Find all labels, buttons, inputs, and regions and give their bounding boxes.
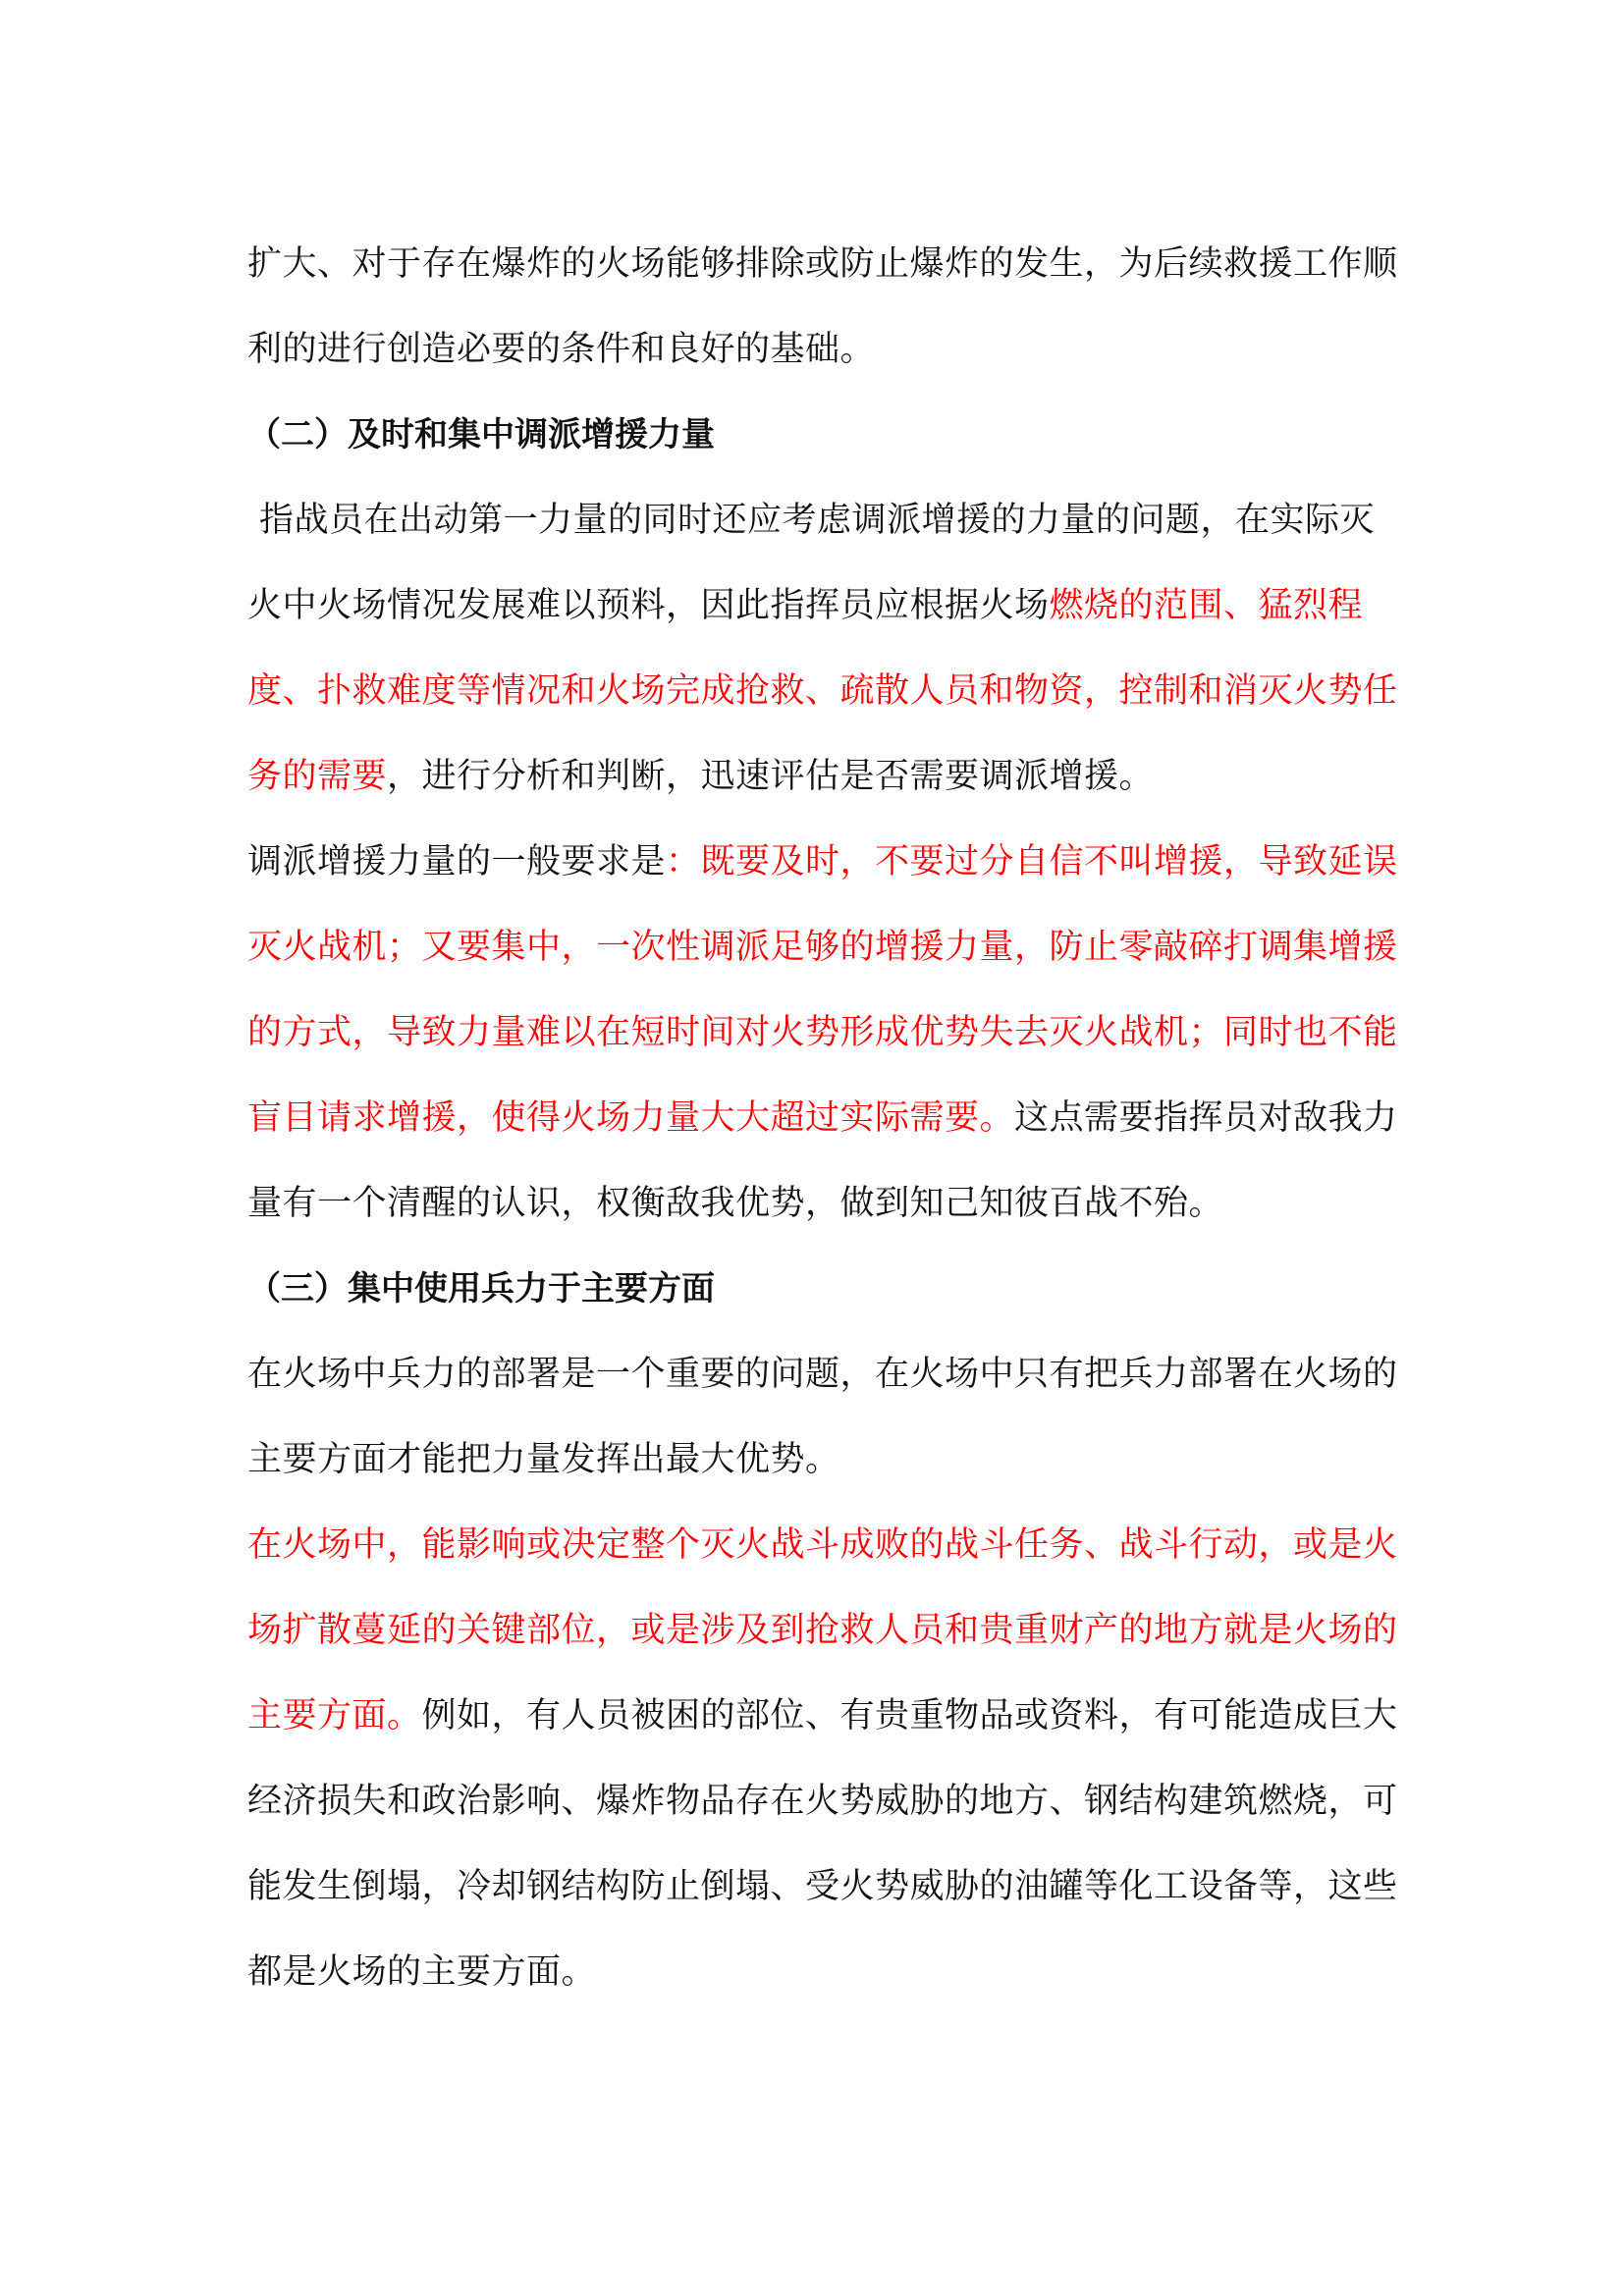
highlighted-text: 燃烧的范围、猛烈程度、扑救难度等情况和火场完成抢救、疏散人员和物资，控制和消灭火势任务的需要: [247, 586, 1398, 796]
paragraph-text: 指战员在出动第一力量的同时还应考虑调派增援的力量的问题，在实际灭火中火场情况发展难以预料，因此指挥员应根据火场: [247, 501, 1376, 625]
section-heading-2: （二）及时和集中调派增援力量: [247, 415, 715, 454]
paragraph-requirements: [247, 820, 1406, 1247]
paragraph-deployment: [247, 1332, 1406, 1503]
paragraph-continuation: [247, 222, 1406, 393]
paragraph-text: ，进行分析和判断，迅速评估是否需要调派增援。: [387, 757, 1155, 796]
highlighted-text: 在火场中，能影响或决定整个灭火战斗成败的战斗任务、战斗行动，或是火场扩散蔓延的关键部位，或是涉及到抢救人员和贵重财产的地方就是火场的主要方面。: [247, 1525, 1398, 1735]
highlighted-text: ：既要及时，不要过分自信不叫增援，导致延误灭火战机；又要集中，一次性调派足够的增援力量，防止零敲碎打调集增援的方式，导致力量难以在短时间对火势形成优势失去灭火战机；同时也不能盲目请求增援，使得火场力量大大超过实际需要。: [247, 842, 1398, 1138]
paragraph-text: 调派增援力量的一般要求是: [247, 842, 667, 881]
paragraph-text: 这点需要指挥员对敌我力量有一个清醒的认识，权衡敌我优势，做到知己知彼百战不殆。: [247, 1098, 1398, 1223]
section-heading-3: （三）集中使用兵力于主要方面: [247, 1269, 715, 1308]
paragraph-text: 在火场中兵力的部署是一个重要的问题，在火场中只有把兵力部署在火场的主要方面才能把力量发挥出最大优势。: [247, 1355, 1398, 1479]
paragraph-text: 例如，有人员被困的部位、有贵重物品或资料，有可能造成巨大经济损失和政治影响、爆炸物品存在火势威胁的地方、钢结构建筑燃烧，可能发生倒塌，冷却钢结构防止倒塌、受火势威胁的油罐等化工设备等，这些都是火场的主要方面。: [247, 1696, 1398, 1992]
paragraph-reinforcement: [247, 478, 1406, 820]
document-page: [247, 222, 1406, 2015]
paragraph-text: 扩大、对于存在爆炸的火场能够排除或防止爆炸的发生，为后续救援工作顺利的进行创造必要的条件和良好的基础。: [247, 244, 1398, 369]
paragraph-main-aspects: [247, 1503, 1406, 2015]
